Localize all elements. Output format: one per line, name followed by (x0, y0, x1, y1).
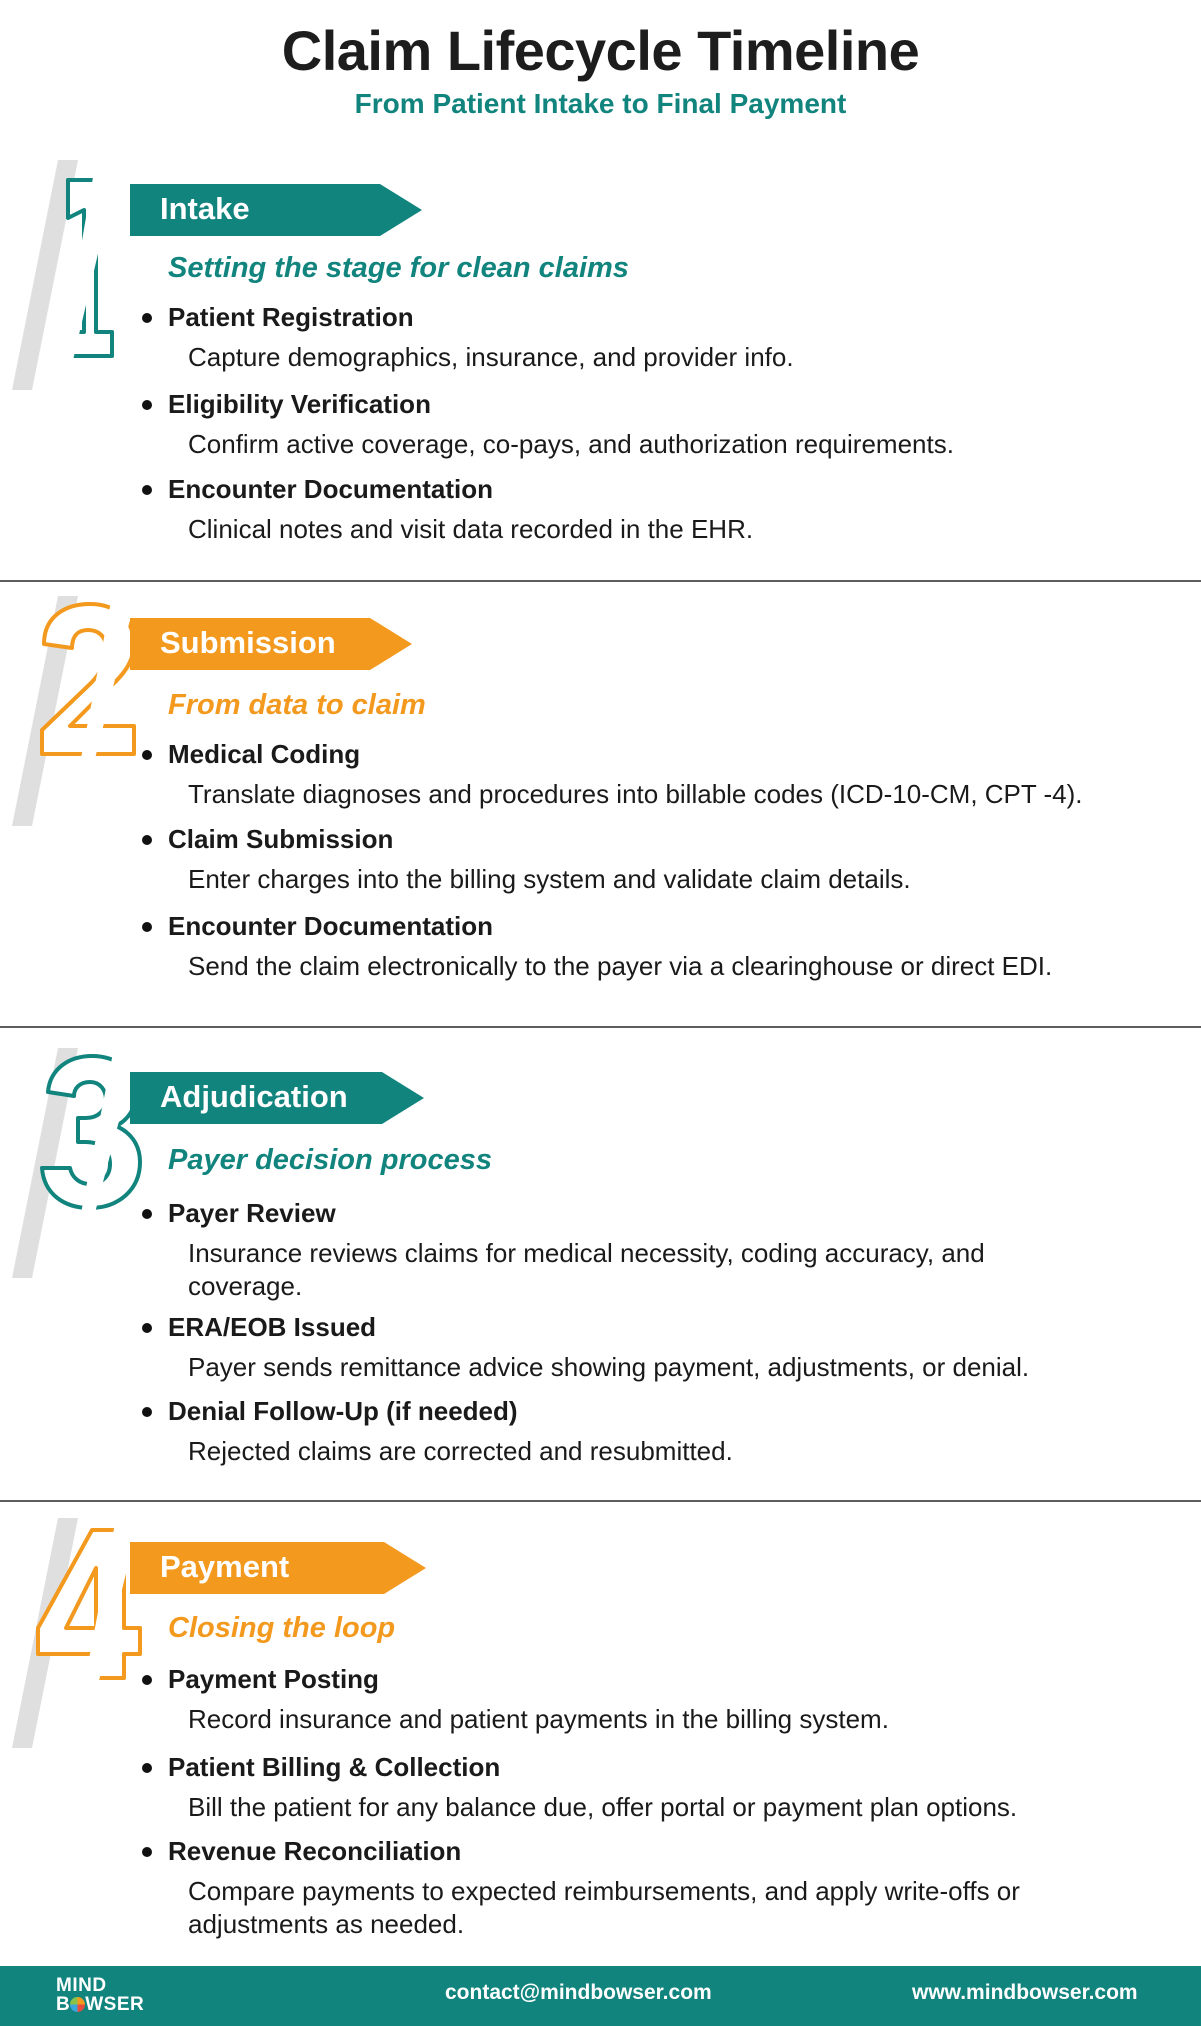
item-title: Eligibility Verification (168, 389, 431, 419)
bullet-icon (142, 313, 152, 323)
step-tagline: Closing the loop (168, 1612, 396, 1644)
item-description: Rejected claims are corrected and resubmitted. (188, 1436, 733, 1466)
bullet-icon (142, 1323, 152, 1333)
logo-line-1: MIND (56, 1975, 107, 1996)
step-banner-payment (130, 1542, 426, 1594)
step-payment (0, 1518, 1201, 1958)
bullet-icon (142, 1209, 152, 1219)
step-banner-adjudication (130, 1072, 424, 1124)
item-description: Record insurance and patient payments in the billing system. (188, 1704, 889, 1734)
mindbowser-logo (56, 1976, 144, 2014)
step-tagline: From data to claim (168, 689, 426, 721)
step-title: Payment (160, 1549, 290, 1584)
step-tagline: Payer decision process (168, 1144, 492, 1176)
list-item (168, 824, 1188, 896)
item-description: Confirm active coverage, co-pays, and authorization requirements. (188, 429, 954, 459)
item-title: ERA/EOB Issued (168, 1312, 377, 1342)
item-title: Encounter Documentation (168, 474, 494, 504)
item-title: Patient Billing & Collection (168, 1752, 501, 1782)
step-submission (0, 596, 1201, 1026)
list-item (168, 1752, 1188, 1824)
item-title: Claim Submission (168, 824, 394, 854)
page-title: Claim Lifecycle Timeline (281, 19, 920, 82)
list-item (168, 1396, 1188, 1468)
list-item (168, 1836, 1188, 1941)
bullet-icon (142, 1407, 152, 1417)
step-title: Intake (160, 191, 250, 226)
item-title: Payer Review (168, 1198, 336, 1228)
item-description: Clinical notes and visit data recorded in the EHR. (188, 514, 754, 544)
logo-text-b: B (56, 1994, 71, 2015)
item-description: Payer sends remittance advice showing payment, adjustments, or denial. (188, 1352, 1030, 1382)
item-description: Compare payments to expected reimbursements, and apply write-offs or adjustments as needed. (188, 1876, 1020, 1939)
list-item (168, 911, 1188, 983)
step-title: Submission (160, 625, 336, 660)
footer-bar (0, 1966, 1201, 2026)
bullet-icon (142, 1847, 152, 1857)
item-title: Encounter Documentation (168, 911, 494, 941)
item-title: Denial Follow-Up (if needed) (168, 1396, 518, 1426)
item-title: Patient Registration (168, 302, 414, 332)
step-banner-submission (130, 618, 412, 670)
contact-email-link[interactable]: contact@mindbowser.com (445, 1981, 712, 2004)
section-divider (0, 1026, 1201, 1028)
list-item (168, 739, 1188, 811)
logo-text-wser: WSER (85, 1994, 145, 2015)
list-item (168, 1312, 1188, 1384)
item-title: Payment Posting (168, 1664, 379, 1694)
step-adjudication (0, 1048, 1201, 1500)
bullet-icon (142, 1675, 152, 1685)
website-link[interactable]: www.mindbowser.com (912, 1981, 1138, 2004)
list-item (168, 474, 1188, 546)
section-divider (0, 580, 1201, 582)
step-intake (0, 160, 1201, 580)
section-divider (0, 1500, 1201, 1502)
logo-line-2 (56, 1995, 144, 2014)
page-subtitle: From Patient Intake to Final Payment (354, 88, 847, 119)
step-tagline: Setting the stage for clean claims (168, 252, 629, 284)
list-item (168, 302, 1188, 374)
bullet-icon (142, 400, 152, 410)
item-description: Bill the patient for any balance due, offer portal or payment plan options. (188, 1792, 1018, 1822)
bullet-icon (142, 1763, 152, 1773)
list-item (168, 1664, 1188, 1736)
bullet-icon (142, 835, 152, 845)
step-banner-intake (130, 184, 422, 236)
logo-dot-icon (70, 1997, 85, 2012)
item-title: Medical Coding (168, 739, 361, 769)
list-item (168, 389, 1188, 461)
item-description: Capture demographics, insurance, and provider info. (188, 342, 794, 372)
item-title: Revenue Reconciliation (168, 1836, 462, 1866)
bullet-icon (142, 750, 152, 760)
item-description: Enter charges into the billing system and validate claim details. (188, 864, 911, 894)
item-description: Insurance reviews claims for medical necessity, coding accuracy, and coverage. (188, 1238, 985, 1301)
bullet-icon (142, 922, 152, 932)
item-description: Translate diagnoses and procedures into billable codes (ICD-10-CM, CPT -4). (188, 779, 1083, 809)
bullet-icon (142, 485, 152, 495)
step-title: Adjudication (160, 1079, 348, 1114)
item-description: Send the claim electronically to the payer via a clearinghouse or direct EDI. (188, 951, 1053, 981)
list-item (168, 1198, 1188, 1303)
